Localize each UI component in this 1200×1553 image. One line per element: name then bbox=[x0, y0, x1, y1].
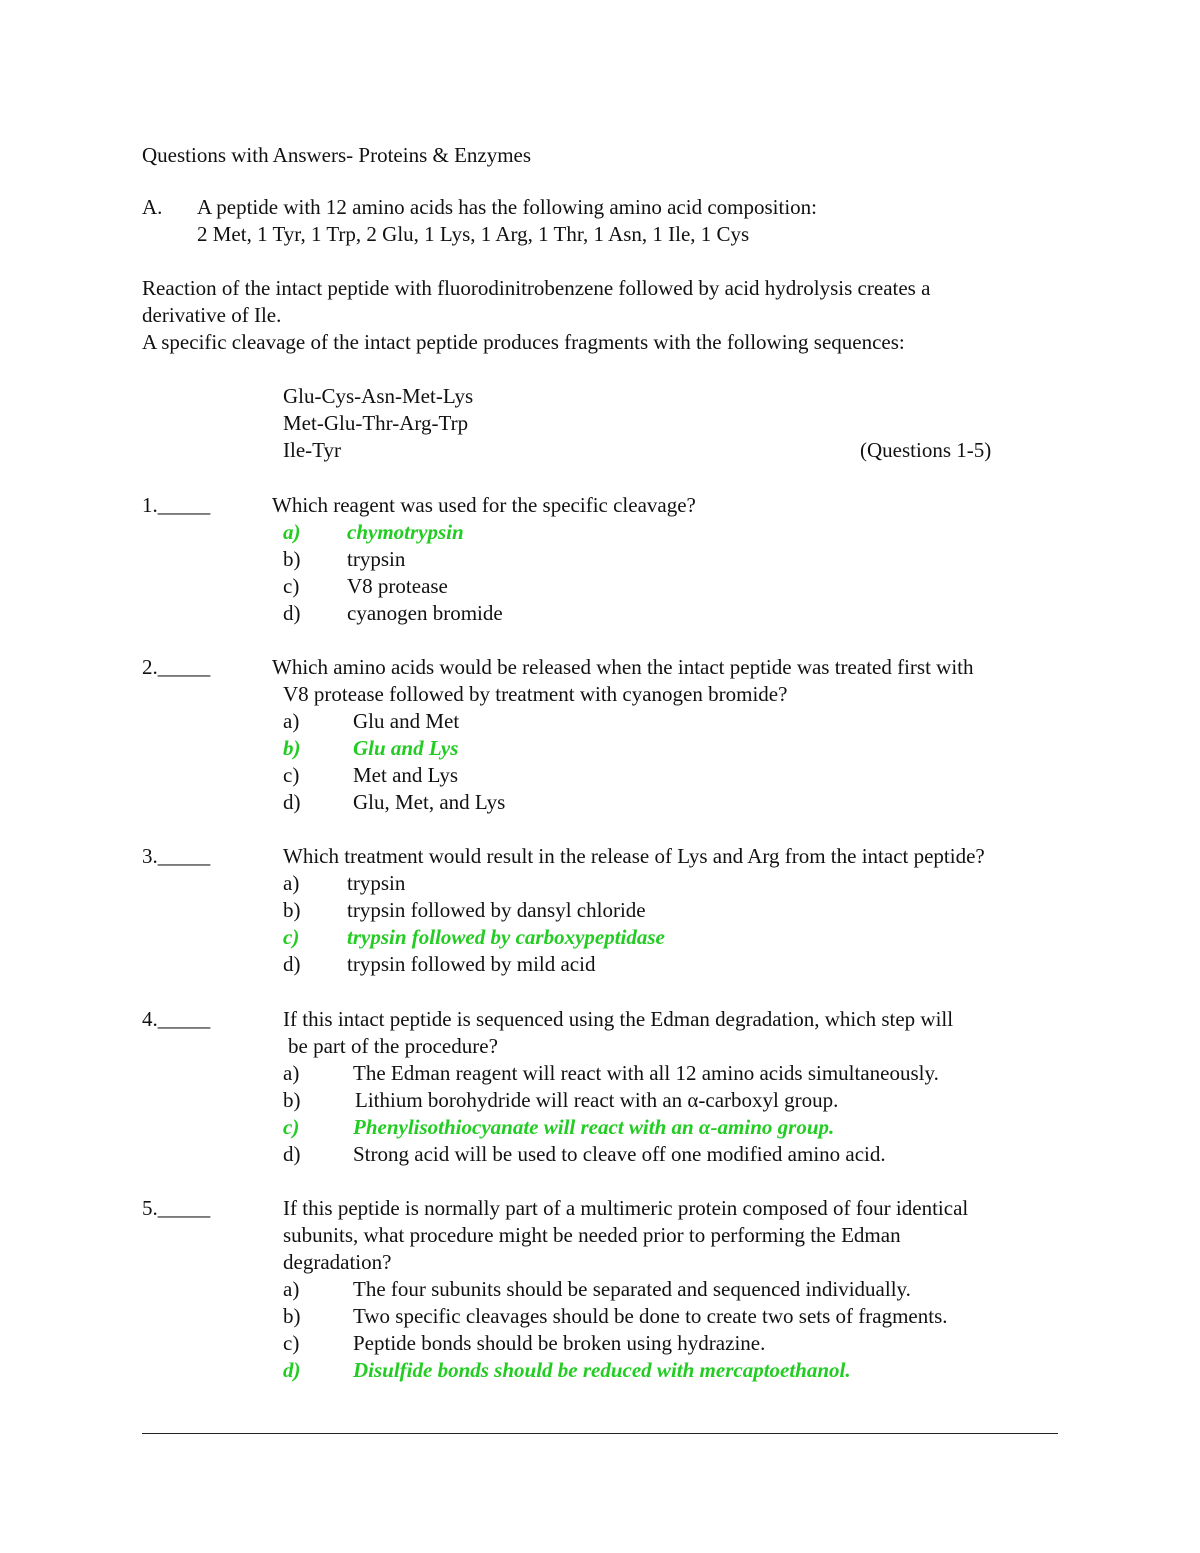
option-letter: d) bbox=[283, 601, 301, 625]
question-text: degradation? bbox=[283, 1250, 392, 1274]
option-text: cyanogen bromide bbox=[347, 601, 503, 625]
option-text: Glu and Met bbox=[353, 709, 460, 733]
option-text: The four subunits should be separated and sequenced individually. bbox=[353, 1277, 911, 1301]
option-text-correct: trypsin followed by carboxypeptidase bbox=[347, 925, 665, 949]
option-letter: a) bbox=[283, 1277, 300, 1301]
option-letter: c) bbox=[283, 763, 300, 787]
questions-note: (Questions 1-5) bbox=[860, 438, 992, 462]
option-letter: b) bbox=[283, 1088, 301, 1112]
option-text: Two specific cleavages should be done to create two sets of fragments. bbox=[353, 1304, 948, 1328]
option-letter: a) bbox=[283, 871, 300, 895]
option-text-correct: Phenylisothiocyanate will react with an α-amino group. bbox=[353, 1115, 835, 1139]
option-letter: c) bbox=[283, 1331, 300, 1355]
option-letter: d) bbox=[283, 790, 301, 814]
option-text: Met and Lys bbox=[353, 763, 458, 787]
question-text: be part of the procedure? bbox=[288, 1034, 498, 1058]
paragraph-line-2: derivative of Ile. bbox=[142, 303, 282, 327]
option-letter: d) bbox=[283, 1142, 301, 1166]
fragment-sequence: Glu-Cys-Asn-Met-Lys bbox=[283, 384, 474, 408]
question-text: Which amino acids would be released when the intact peptide was treated first with bbox=[272, 655, 974, 679]
option-text: Lithium borohydride will react with an α-carboxyl group. bbox=[355, 1088, 839, 1112]
intro-line-1: A peptide with 12 amino acids has the following amino acid composition: bbox=[197, 195, 817, 219]
question-number: 2._____ bbox=[142, 655, 211, 679]
option-letter: c) bbox=[283, 574, 300, 598]
option-letter: a) bbox=[283, 1061, 300, 1085]
option-text: Peptide bonds should be broken using hydrazine. bbox=[353, 1331, 766, 1355]
question-text: Which treatment would result in the release of Lys and Arg from the intact peptide? bbox=[283, 844, 985, 868]
option-text-correct: chymotrypsin bbox=[347, 520, 464, 544]
option-letter: b) bbox=[283, 898, 301, 922]
option-text: The Edman reagent will react with all 12 amino acids simultaneously. bbox=[353, 1061, 939, 1085]
fragment-sequence: Ile-Tyr bbox=[283, 438, 341, 462]
bottom-divider bbox=[142, 1433, 1058, 1434]
question-text: Which reagent was used for the specific cleavage? bbox=[272, 493, 696, 517]
paragraph-line-3: A specific cleavage of the intact peptide produces fragments with the following sequences: bbox=[142, 330, 905, 354]
option-text-correct: Glu and Lys bbox=[353, 736, 459, 760]
option-text: V8 protease bbox=[347, 574, 448, 598]
question-number: 5._____ bbox=[142, 1196, 211, 1220]
option-letter-correct: b) bbox=[283, 736, 301, 760]
question-text: If this peptide is normally part of a multimeric protein composed of four identical bbox=[283, 1196, 969, 1220]
question-text: V8 protease followed by treatment with cyanogen bromide? bbox=[283, 682, 788, 706]
document-title: Questions with Answers- Proteins & Enzymes bbox=[142, 143, 532, 167]
question-number: 1._____ bbox=[142, 493, 211, 517]
option-letter: d) bbox=[283, 952, 301, 976]
option-letter-correct: d) bbox=[283, 1358, 301, 1382]
option-letter-correct: c) bbox=[283, 925, 300, 949]
option-letter-correct: c) bbox=[283, 1115, 300, 1139]
option-text: Strong acid will be used to cleave off one modified amino acid. bbox=[353, 1142, 886, 1166]
option-text: Glu, Met, and Lys bbox=[353, 790, 506, 814]
option-text: trypsin bbox=[347, 547, 406, 571]
option-letter: b) bbox=[283, 1304, 301, 1328]
option-letter: a) bbox=[283, 709, 300, 733]
option-letter-correct: a) bbox=[283, 520, 301, 544]
option-text: trypsin followed by mild acid bbox=[347, 952, 596, 976]
question-number: 3._____ bbox=[142, 844, 211, 868]
option-letter: b) bbox=[283, 547, 301, 571]
option-text: trypsin followed by dansyl chloride bbox=[347, 898, 646, 922]
intro-line-2: 2 Met, 1 Tyr, 1 Trp, 2 Glu, 1 Lys, 1 Arg, 1 Thr, 1 Asn, 1 Ile, 1 Cys bbox=[197, 222, 750, 246]
question-number: 4._____ bbox=[142, 1007, 211, 1031]
option-text-correct: Disulfide bonds should be reduced with mercaptoethanol. bbox=[353, 1358, 851, 1382]
question-text: subunits, what procedure might be needed prior to performing the Edman bbox=[283, 1223, 901, 1247]
question-text: If this intact peptide is sequenced using the Edman degradation, which step will bbox=[283, 1007, 954, 1031]
fragment-sequence: Met-Glu-Thr-Arg-Trp bbox=[283, 411, 469, 435]
section-label: A. bbox=[142, 195, 163, 219]
option-text: trypsin bbox=[347, 871, 406, 895]
paragraph-line-1: Reaction of the intact peptide with fluorodinitrobenzene followed by acid hydrolysis creates a bbox=[142, 276, 931, 300]
